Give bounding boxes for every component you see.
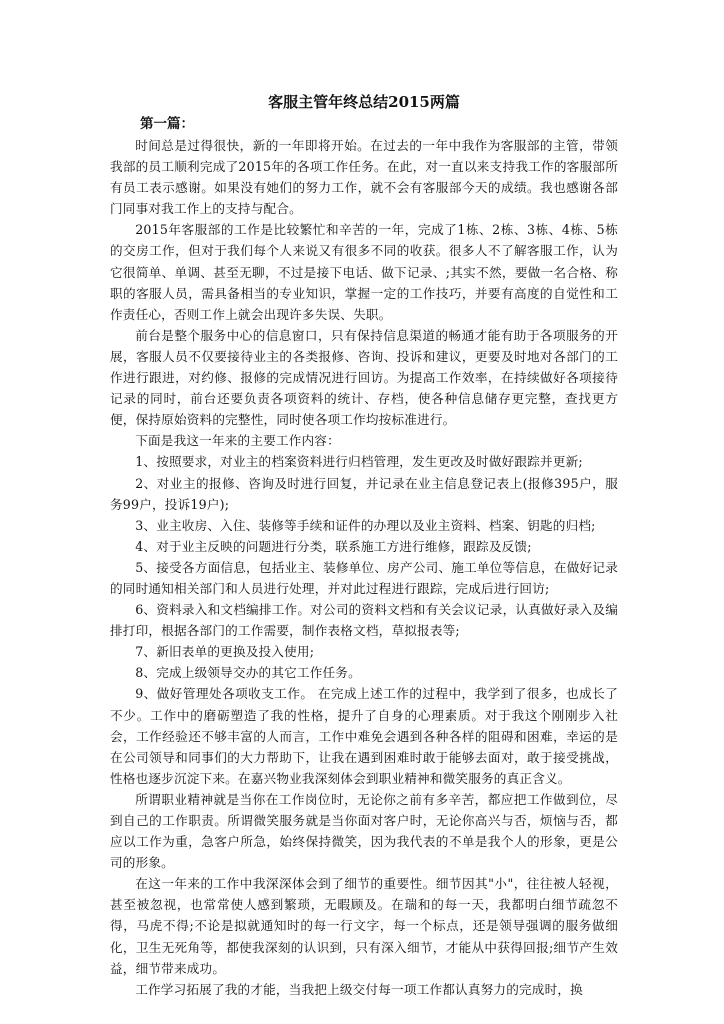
paragraph-front-desk: 前台是整个服务中心的信息窗口，只有保持信息渠道的畅通才能有助于各项服务的开展，客服人员不仅要接待业主的各类报修、咨询、投诉和建议，更要及时地对各部门的工作进行跟进，对约修、报修的完成情况进行回访。为提高工作效率，在持续做好各项接待记录的同时，前台还要负责各项资料的统计、存档，使各种信息储存更完整，查找更方便，保持原始资料的完整性，同时使各项工作均按标准进行。 bbox=[110, 327, 618, 428]
list-item-5: 5、接受各方面信息，包括业主、装修单位、房产公司、施工单位等信息，在做好记录的同时通知相关部门和人员进行处理，并对此过程进行跟踪，完成后进行回访; bbox=[110, 559, 618, 596]
paragraph-2015-work: 2015年客服部的工作是比较繁忙和辛苦的一年，完成了1栋、2栋、3栋、4栋、5栋的交房工作，但对于我们每个人来说又有很多不同的收获。很多人不了解客服工作，认为它很简单、单调、甚至无聊，不过是接下电话、做下记录、;其实不然，要做一名合格、称职的客服人员，需具备相当的专业知识，掌握一定的工作技巧，并要有高度的自觉性和工作责任心，否则工作上就会出现许多失误、失职。 bbox=[110, 222, 618, 322]
paragraph-professionalism: 所谓职业精神就是当你在工作岗位时，无论你之前有多辛苦，都应把工作做到位，尽到自己的工作职责。所谓微笑服务就是当你面对客户时，无论你高兴与否，烦恼与否，都应以工作为重，急客户所急，始终保持微笑，因为我代表的不单是我个人的形象，更是公司的形象。 bbox=[110, 791, 618, 871]
paragraph-details: 在这一年来的工作中我深深体会到了细节的重要性。细节因其"小"，往往被人轻视，甚至被忽视，也常常使人感到繁琐，无暇顾及。在瑞和的每一天，我都明白细节疏忽不得，马虎不得;不论是拟就通知时的每一行文字，每一个标点，还是领导强调的服务做细化，卫生无死角等，都使我深刻的认识到，只有深入细节，才能从中获得回报;细节产生效益，细节带来成功。 bbox=[110, 876, 618, 976]
section-heading: 第一篇： bbox=[140, 116, 194, 132]
list-item-4: 4、对于业主反映的问题进行分类，联系施工方进行维修，跟踪及反馈; bbox=[135, 538, 532, 554]
paragraph-learning: 工作学习拓展了我的才能，当我把上级交付每一项工作都认真努力的完成时，换 bbox=[135, 981, 583, 997]
document-page bbox=[110, 92, 618, 1000]
list-item-6: 6、资料录入和文档编排工作。对公司的资料文档和有关会议记录，认真做好录入及编排打印，根据各部门的工作需要，制作表格文档，草拟报表等; bbox=[110, 602, 618, 639]
paragraph-intro: 时间总是过得很快，新的一年即将开始。在过去的一年中我作为客服部的主管，带领我部的员工顺利完成了2015年的各项工作任务。在此，对一直以来支持我工作的客服部所有员工表示感谢。如果没有她们的努力工作，就不会有客服部今天的成绩。我也感谢各部门同事对我工作上的支持与配合。 bbox=[110, 138, 618, 217]
list-item-3: 3、业主收房、入住、装修等手续和证件的办理以及业主资料、档案、钥匙的归档; bbox=[135, 517, 596, 533]
list-item-1: 1、按照要求，对业主的档案资料进行归档管理，发生更改及时做好跟踪并更新; bbox=[135, 454, 583, 470]
list-item-2: 2、对业主的报修、咨询及时进行回复，并记录在业主信息登记表上(报修395户，服务99户，投诉19户); bbox=[110, 475, 618, 512]
document-title: 客服主管年终总结2015两篇 bbox=[268, 93, 460, 111]
list-item-8: 8、完成上级领导交办的其它工作任务。 bbox=[135, 665, 361, 681]
paragraph-work-list-intro: 下面是我这一年来的主要工作内容： bbox=[135, 433, 340, 449]
list-item-9: 9、做好管理处各项收支工作。 在完成上述工作的过程中，我学到了很多，也成长了不少。工作中的磨砺塑造了我的性格，提升了自身的心理素质。对于我这个刚刚步入社会，工作经验还不够丰富的人而言，工作中难免会遇到各种各样的阻碍和困难，幸运的是在公司领导和同事们的大力帮助下，让我在遇到困难时敢于能够去面对，敢于接受挑战，性格也逐步沉淀下来。在嘉兴物业我深刻体会到职业精神和微笑服务的真正含义。 bbox=[110, 686, 618, 786]
list-item-7: 7、新旧表单的更换及投入使用; bbox=[135, 644, 315, 660]
